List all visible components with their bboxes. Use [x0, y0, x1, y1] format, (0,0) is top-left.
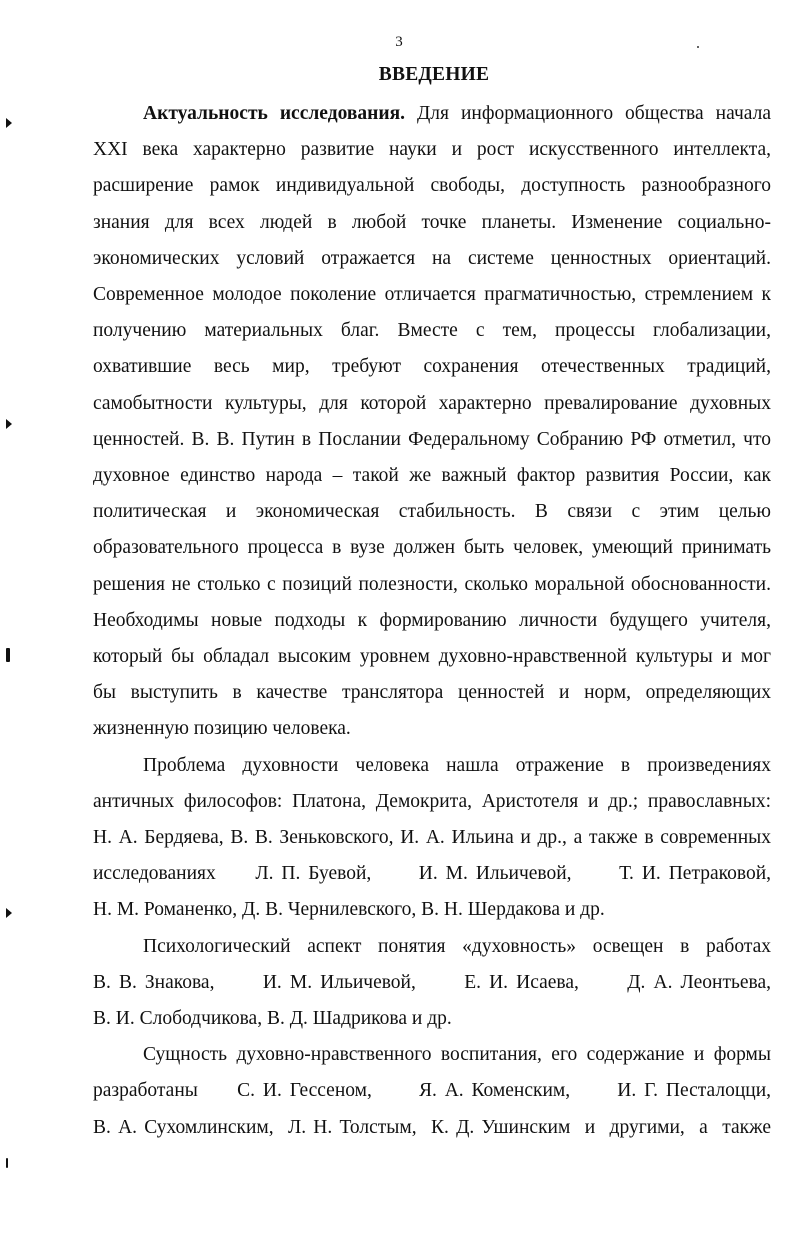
text-line: расширение рамок индивидуальной свободы, доступность разнообразного [93, 175, 771, 197]
text-line [93, 96, 771, 132]
text-line: самобытности культуры, для которой характерно превалирование духовных [93, 392, 771, 414]
text-line: В. В. Знакова, И. М. Ильичевой, Е. И. Исаева, Д. А. Леонтьева, [93, 971, 771, 993]
margin-mark-1 [6, 118, 12, 128]
text-line: бы выступить в качестве транслятора ценностей и норм, определяющих [93, 682, 771, 704]
text-line: экономических условий отражается на системе ценностных ориентаций. [93, 247, 771, 269]
text-line: Проблема духовности человека нашла отражение в произведениях [143, 754, 771, 776]
text-line: который бы обладал высоким уровнем духовно-нравственной культуры и мог [93, 646, 771, 668]
page-number: 3 [395, 34, 403, 50]
margin-mark-4 [6, 908, 12, 918]
margin-mark-2 [6, 419, 12, 429]
text-line: охватившие весь мир, требуют сохранения отечественных традиций, [93, 356, 771, 378]
paragraph-spirituality-problem [93, 748, 771, 929]
text-line: получению материальных благ. Вместе с тем, процессы глобализации, [93, 320, 771, 342]
text-line: политическая и экономическая стабильность. В связи с этим целью [93, 501, 771, 523]
text-line: В. И. Слободчикова, В. Д. Шадрикова и др. [93, 1008, 452, 1030]
scan-speck [697, 46, 699, 48]
relevance-lead: Актуальность исследования. [143, 103, 406, 124]
text-line: Необходимы новые подходы к формированию личности будущего учителя, [93, 609, 771, 631]
text-line: ценностей. В. В. Путин в Послании Федеральному Собранию РФ отметил, что [93, 428, 771, 450]
document-body [93, 96, 771, 1146]
paragraph-moral-education [93, 1037, 771, 1146]
text-line: знания для всех людей в любой точке планеты. Изменение социально- [93, 211, 771, 233]
text-line: образовательного процесса в вузе должен быть человек, умеющий принимать [93, 537, 771, 559]
margin-mark-3 [6, 648, 10, 662]
text-line: духовное единство народа – такой же важный фактор развития России, как [93, 465, 771, 487]
text-line: Психологический аспект понятия «духовность» освещен в работах [143, 935, 771, 957]
paragraph-psychological-aspect [93, 929, 771, 1038]
text-line: XXI века характерно развитие науки и рост искусственного интеллекта, [93, 139, 771, 161]
text-line: исследованиях Л. П. Буевой, И. М. Ильичевой, Т. И. Петраковой, [93, 863, 771, 885]
text-line: Современное молодое поколение отличается прагматичностью, стремлением к [93, 284, 771, 306]
margin-mark-5 [6, 1158, 8, 1168]
text-line: Н. М. Романенко, Д. В. Чернилевского, В. Н. Шердакова и др. [93, 899, 605, 921]
text-line: разработаны С. И. Гессеном, Я. А. Коменским, И. Г. Песталоцци, [93, 1080, 771, 1102]
text-line: жизненную позицию человека. [93, 718, 351, 740]
text-line: Сущность духовно-нравственного воспитания, его содержание и формы [143, 1044, 771, 1066]
text-line: Н. А. Бердяева, В. В. Зеньковского, И. А. Ильина и др., а также в современных [93, 827, 771, 849]
paragraph-relevance [93, 96, 771, 748]
section-heading: ВВЕДЕНИЕ [378, 64, 490, 85]
text-line: решения не столько с позиций полезности, сколько моральной обоснованности. [93, 573, 771, 595]
text-line: античных философов: Платона, Демокрита, Аристотеля и др.; православных: [93, 790, 771, 812]
text-line: В. А. Сухомлинским, Л. Н. Толстым, К. Д. Ушинским и другими, а также [93, 1116, 771, 1138]
text-line-rest: Для информационного общества начала [405, 103, 771, 124]
